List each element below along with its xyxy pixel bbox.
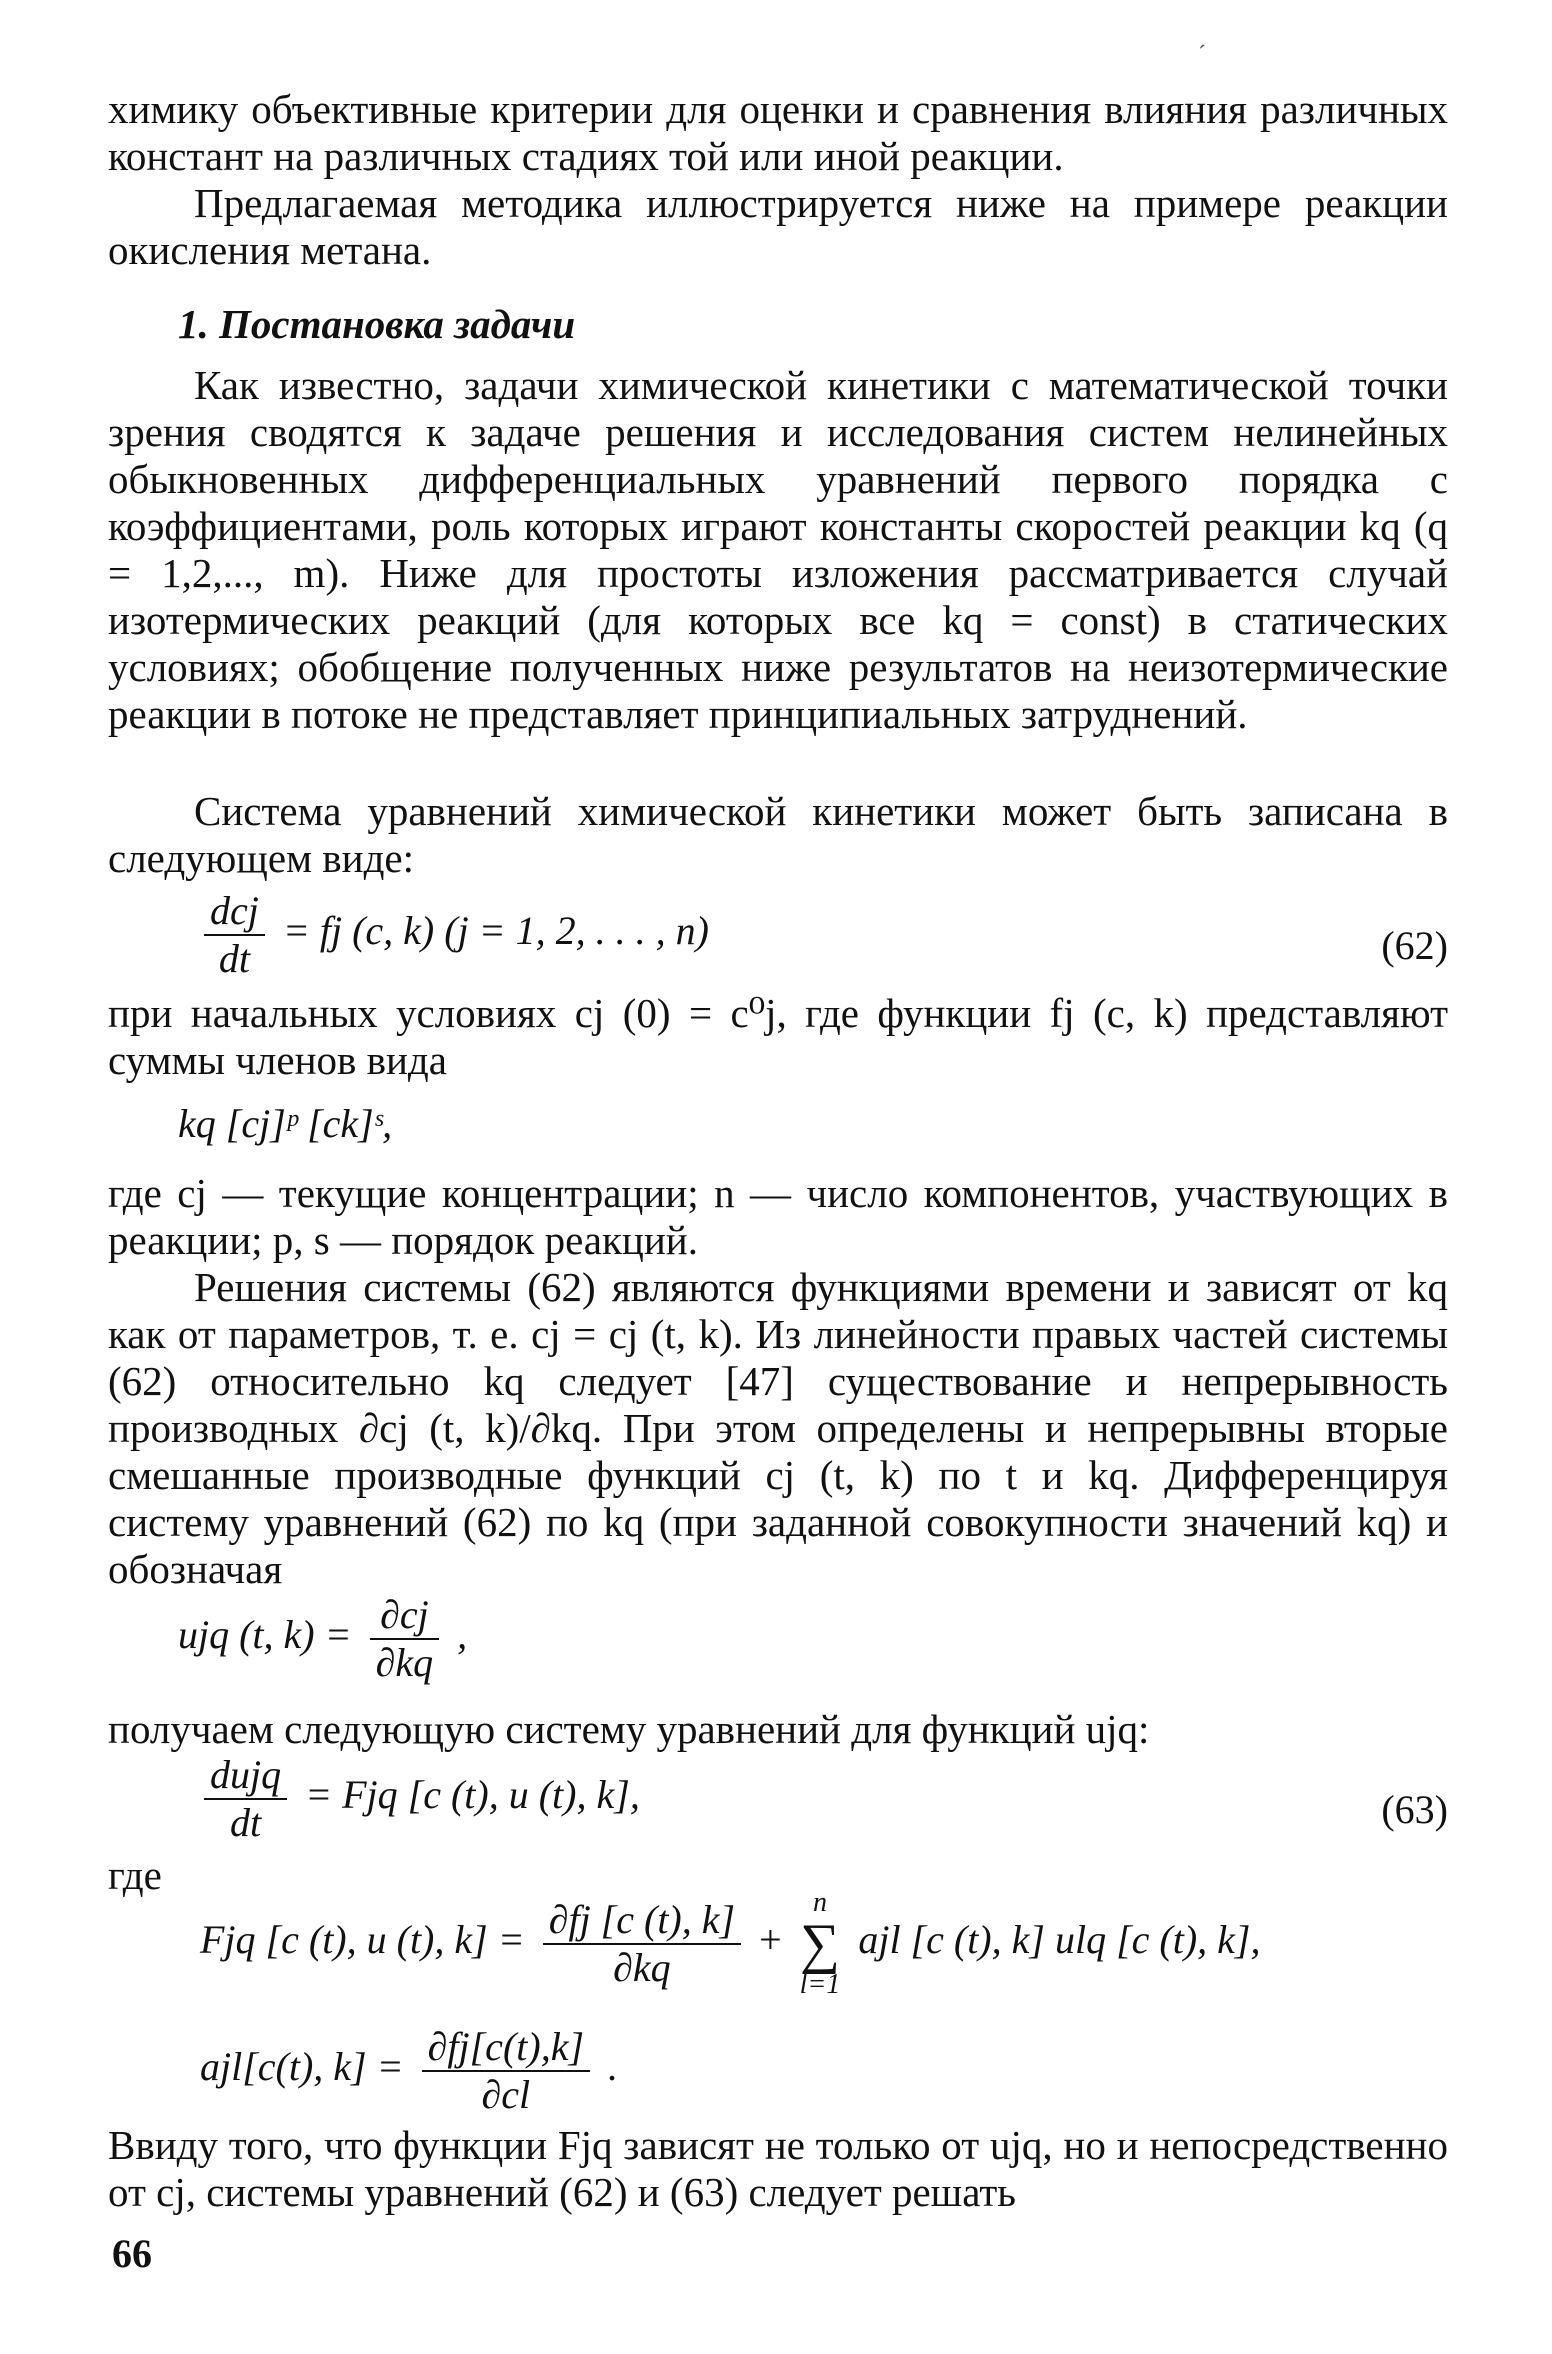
page-speck: ˊ bbox=[1198, 42, 1206, 68]
equation-term: kq [cj]ᵖ [ck]ˢ, bbox=[178, 1101, 393, 1146]
fraction-dcj-dkq bbox=[370, 1592, 440, 1686]
a-lhs: ajl[c(t), k] = bbox=[200, 2044, 404, 2090]
denominator: ∂kq bbox=[613, 1945, 671, 1990]
equation-number-63: (63) bbox=[1381, 1787, 1448, 1832]
equation-63 bbox=[196, 1752, 640, 1846]
denominator: dt bbox=[230, 1800, 262, 1845]
sum-upper-limit: n bbox=[812, 1887, 827, 1918]
u-lhs: ujq (t, k) = bbox=[178, 1612, 352, 1658]
numerator: dujq bbox=[204, 1752, 287, 1800]
a-tail: . bbox=[608, 2044, 619, 2090]
page-number: 66 bbox=[112, 2231, 152, 2276]
denominator: dt bbox=[218, 936, 250, 981]
paragraph-conclusion: Ввиду того, что функции Fjq зависят не только от ujq, но и непосредственно от cj, системы уравнений (62) и (63) следует решать bbox=[108, 2122, 1448, 2215]
paragraph-method: Предлагаемая методика иллюстрируется ниже на примере реакции окисления метана. bbox=[108, 180, 1448, 273]
fraction-dcj-dt bbox=[204, 888, 265, 982]
equation-a-definition bbox=[200, 2024, 618, 2118]
paragraph-where: где bbox=[108, 1852, 162, 1898]
fraction-dujq-dt bbox=[204, 1752, 287, 1846]
paragraph-intro-end: химику объективные критерии для оценки и сравнения влияния различных констант на различных стадиях той или иной реакции. bbox=[108, 86, 1448, 179]
numerator: ∂fj[c(t),k] bbox=[422, 2024, 590, 2072]
paragraph-notation: где cj — текущие концентрации; n — число компонентов, участвующих в реакции; p, s — порядок реакций. bbox=[108, 1170, 1448, 1263]
numerator: ∂fj [c (t), k] bbox=[543, 1897, 741, 1945]
paragraph-solutions: Решения системы (62) являются функциями времени и зависят от kq как от параметров, т. е. cj = cj (t, k). Из линейности правых частей системы (62) относительно kq следует [47] существование и непрерывность производных ∂cj (t, k)/∂kq. При этом определены и непрерывны вторые смешанные производные функций cj (t, k) по t и kq. Дифференцируя систему уравнений (62) по kq (при заданной совокупности значений kq) и обозначая bbox=[108, 1264, 1448, 1592]
numerator: dcj bbox=[204, 888, 265, 936]
F-tail: ajl [c (t), k] ulq [c (t), k], bbox=[858, 1917, 1261, 1963]
summation bbox=[800, 1888, 841, 2000]
F-lhs: Fjq [c (t), u (t), k] = bbox=[200, 1917, 525, 1963]
paragraph-initial-conditions: при начальных условиях cj (0) = c⁰j, где функции fj (c, k) представляют суммы членов вида bbox=[108, 990, 1448, 1083]
equation-u-definition bbox=[178, 1592, 467, 1686]
paragraph-u-system: получаем следующую систему уравнений для функций ujq: bbox=[108, 1706, 1150, 1752]
denominator: ∂kq bbox=[375, 1640, 434, 1685]
u-tail: , bbox=[457, 1612, 468, 1658]
sum-symbol: ∑ bbox=[800, 1913, 840, 1975]
fraction-dfj-dcl bbox=[422, 2024, 590, 2118]
equation-rhs: = fj (c, k) (j = 1, 2, . . . , n) bbox=[282, 908, 709, 954]
fraction-dfj-dkq bbox=[543, 1897, 741, 1991]
equation-F-definition bbox=[200, 1888, 1260, 2000]
section-heading: 1. Постановка задачи bbox=[178, 301, 576, 347]
denominator: ∂cl bbox=[481, 2072, 531, 2117]
sum-lower-limit: l=1 bbox=[799, 1969, 841, 2000]
numerator: ∂cj bbox=[370, 1592, 440, 1640]
paragraph-problem-statement: Как известно, задачи химической кинетики с математической точки зрения сводятся к задаче решения и исследования систем нелинейных обыкновенных дифференциальных уравнений первого порядка с коэффициентами, роль которых играют константы скоростей реакции kq (q = 1,2,..., m). Ниже для простоты изложения рассматривается случай изотермических реакций (для которых все kq = const) в статических условиях; обобщение полученных ниже результатов на неизотермические реакции в потоке не представляет принципиальных затруднений. bbox=[108, 362, 1448, 737]
equation-62 bbox=[196, 888, 709, 982]
plus-sign: + bbox=[759, 1917, 782, 1963]
paragraph-system-intro: Система уравнений химической кинетики может быть записана в следующем виде: bbox=[108, 788, 1448, 881]
equation-rhs: = Fjq [c (t), u (t), k], bbox=[305, 1772, 640, 1818]
equation-number-62: (62) bbox=[1381, 923, 1448, 968]
